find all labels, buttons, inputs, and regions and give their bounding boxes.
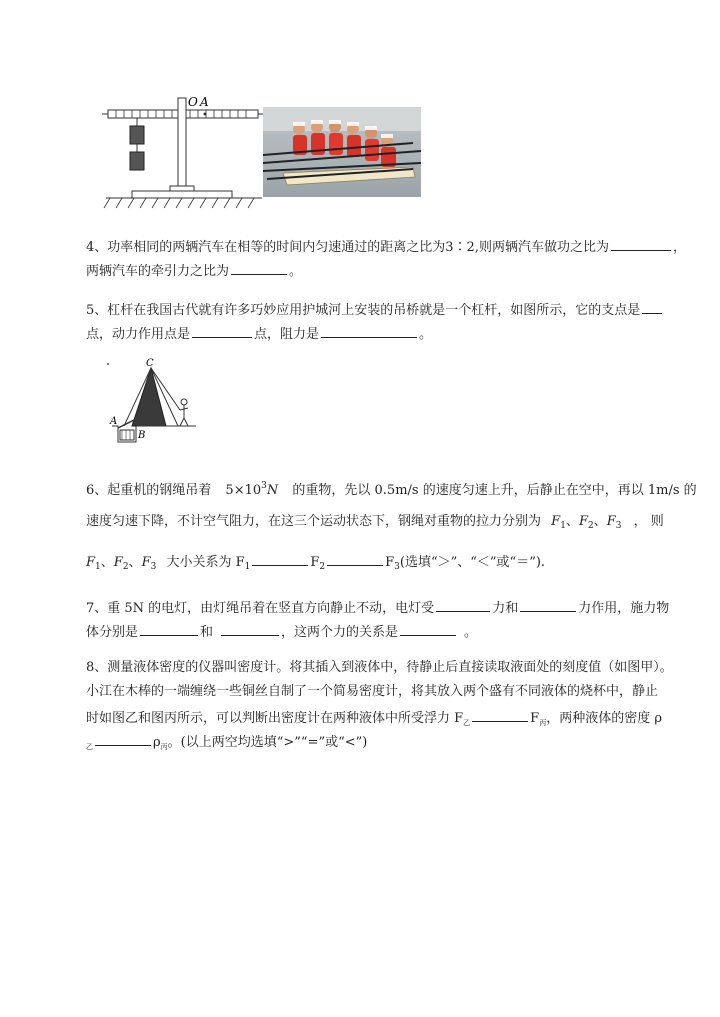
q6-forces: $F_1$、$F_2$、$F_3$ — [551, 514, 622, 531]
q4-line2: 两辆汽车的牵引力之比为 。 — [86, 260, 302, 281]
q7-blank-3[interactable] — [140, 621, 198, 636]
q8-blank-1[interactable] — [472, 707, 528, 722]
q4-blank-1[interactable] — [611, 236, 671, 251]
q7-blank-4[interactable] — [221, 621, 279, 636]
q8-line3: 时如图乙和图丙所示，可以判断出密度计在两种液体中所受浮力 $F_乙$ $F_丙$，两种液体的密度 ρ — [86, 707, 662, 732]
q5-line2: 点，动力作用点是 点，阻力是 。 — [86, 323, 432, 344]
q6-blank-1[interactable] — [252, 551, 308, 566]
label-a: A — [200, 95, 209, 109]
q5-blank-2[interactable] — [192, 323, 252, 338]
q7-blank-1[interactable] — [436, 597, 490, 612]
q6-line2: 速度匀速下降，不计空气阻力，在这三个运动状态下，钢绳对重物的拉力分别为 $F_1$、$F_2$、$F_3$ ， 则 — [86, 514, 664, 531]
q6-line1: 6、起重机的钢绳吊着 $5\times 10^3N$ 的重物，先以 0.5m/s 的速度匀速上升，后静止在空中，再以 1m/s 的 — [86, 481, 697, 498]
label-b: B — [138, 430, 146, 441]
label-o: O — [188, 95, 198, 109]
q8-line4: $_乙$ $\rho_丙$。(以上两空均选填“>”“=”或“<”) — [86, 731, 367, 756]
q4-blank-2[interactable] — [231, 260, 287, 275]
rowing-team-photo — [263, 107, 421, 197]
lever-balance-figure — [100, 92, 265, 214]
q4-line1: 4、功率相同的两辆汽车在相等的时间内匀速通过的距离之比为3∶2,则两辆汽车做功之比为 ， — [86, 236, 686, 257]
label-a: A — [110, 416, 118, 427]
q5-blank-3[interactable] — [321, 323, 417, 338]
q8-blank-2[interactable] — [95, 731, 151, 746]
q8-line1: 8、测量液体密度的仪器叫密度计。将其插入到液体中，待静止后直接读取液面处的刻度值（如图甲）。 — [86, 660, 673, 675]
q7-line1: 7、重 5N 的电灯，由灯绳吊着在竖直方向静止不动，电灯受 力和 力作用，施力物 — [86, 597, 669, 618]
q5-line1: 5、杠杆在我国古代就有许多巧妙应用护城河上安装的吊桥就是一个杠杆，如图所示，它的支点是 — [86, 299, 664, 320]
q6-mass: $5\times 10^3N$ — [225, 481, 279, 498]
q6-blank-2[interactable] — [327, 551, 383, 566]
q7-blank-5[interactable] — [400, 621, 456, 636]
q6-line3: $F_1$、$F_2$、$F_3$ 大小关系为 $F_1$ $F_2$ $F_3$(选填“＞”、“＜”或“＝”). — [86, 551, 545, 576]
q5-blank-1[interactable] — [642, 299, 662, 314]
q7-blank-2[interactable] — [520, 597, 576, 612]
label-c: C — [146, 358, 154, 369]
q7-line2: 体分别是 和 ，这两个力的关系是 。 — [86, 621, 477, 642]
q8-line2: 小江在木棒的一端缠绕一些铜丝自制了一个简易密度计，将其放入两个盛有不同液体的烧杯中，静止 — [86, 684, 659, 699]
q6-forces-2: $F_1$、$F_2$、$F_3$ — [86, 555, 157, 572]
drawbridge-figure — [104, 358, 204, 446]
